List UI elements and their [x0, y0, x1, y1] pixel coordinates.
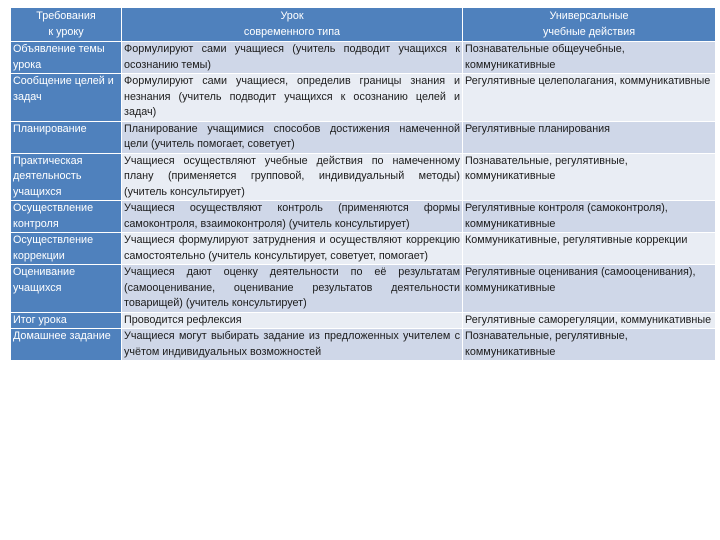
row-lesson-cell: Учащиеся дают оценку деятельности по её результатам (самооценивание, оценивание результатов деятельности товарищей) (учитель консультирует)	[122, 265, 463, 313]
row-stage-cell: Итог урока	[11, 312, 122, 329]
header-lesson-line-2: современного типа	[243, 25, 341, 38]
row-actions-cell: Познавательные общеучебные, коммуникативные	[463, 42, 716, 74]
row-stage-cell: Осуществление коррекции	[11, 233, 122, 265]
header-actions-line-2: учебные действия	[542, 25, 636, 38]
row-actions-cell: Коммуникативные, регулятивные коррекции	[463, 233, 716, 265]
table-row	[11, 265, 716, 313]
table-row	[11, 42, 716, 74]
row-stage-cell: Сообщение целей и задач	[11, 74, 122, 122]
table-header-row	[11, 8, 716, 42]
row-actions-cell: Регулятивные контроля (самоконтроля), коммуникативные	[463, 201, 716, 233]
row-lesson-cell: Учащиеся формулируют затруднения и осуществляют коррекцию самостоятельно (учитель консультирует, советует, помогает)	[122, 233, 463, 265]
table-row	[11, 201, 716, 233]
lesson-comparison-table	[10, 7, 716, 361]
header-universal-actions	[463, 8, 716, 42]
row-lesson-cell: Планирование учащимися способов достижения намеченной цели (учитель помогает, советует)	[122, 121, 463, 153]
table-row	[11, 329, 716, 361]
row-lesson-cell: Учащиеся осуществляют контроль (применяются формы самоконтроля, взаимоконтроля) (учитель консультирует)	[122, 201, 463, 233]
row-actions-cell: Регулятивные оценивания (самооценивания), коммуникативные	[463, 265, 716, 313]
header-requirements-line-2: к уроку	[48, 25, 84, 38]
row-lesson-cell: Учащиеся могут выбирать задание из предложенных учителем с учётом индивидуальных возможностей	[122, 329, 463, 361]
row-actions-cell: Познавательные, регулятивные, коммуникативные	[463, 329, 716, 361]
row-stage-cell: Практическая деятельность учащихся	[11, 153, 122, 201]
row-actions-cell: Регулятивные планирования	[463, 121, 716, 153]
table-row	[11, 121, 716, 153]
header-requirements	[11, 8, 122, 42]
table-row	[11, 233, 716, 265]
table-row	[11, 74, 716, 122]
row-stage-cell: Осуществление контроля	[11, 201, 122, 233]
row-lesson-cell: Учащиеся осуществляют учебные действия по намеченному плану (применяется групповой, индивидуальный методы) (учитель консультирует)	[122, 153, 463, 201]
row-stage-cell: Объявление темы урока	[11, 42, 122, 74]
row-actions-cell: Регулятивные целеполагания, коммуникативные	[463, 74, 716, 122]
header-actions-line-1: Универсальные	[549, 10, 629, 22]
header-lesson-line-1: Урок	[280, 10, 304, 22]
row-stage-cell: Планирование	[11, 121, 122, 153]
header-lesson	[122, 8, 463, 42]
row-lesson-cell: Проводится рефлексия	[122, 312, 463, 329]
row-stage-cell: Оценивание учащихся	[11, 265, 122, 313]
row-lesson-cell: Формулируют сами учащиеся, определив границы знания и незнания (учитель подводит учащихся к осознанию целей и задач)	[122, 74, 463, 122]
table-row	[11, 153, 716, 201]
row-actions-cell: Регулятивные саморегуляции, коммуникативные	[463, 312, 716, 329]
row-stage-cell: Домашнее задание	[11, 329, 122, 361]
row-actions-cell: Познавательные, регулятивные, коммуникативные	[463, 153, 716, 201]
row-lesson-cell: Формулируют сами учащиеся (учитель подводит учащихся к осознанию темы)	[122, 42, 463, 74]
header-requirements-line-1: Требования	[36, 10, 96, 22]
table-row	[11, 312, 716, 329]
